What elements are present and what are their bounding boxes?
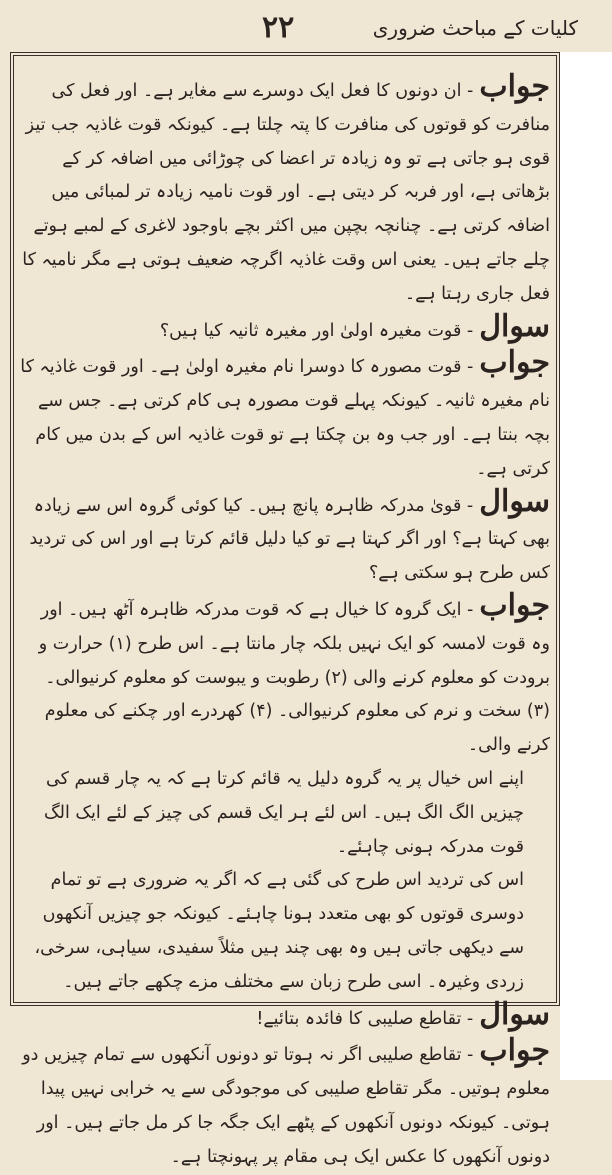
answer-label: جواب bbox=[479, 587, 550, 623]
body-paragraph bbox=[20, 763, 550, 864]
paragraph-text: - تقاطع صلیبی کا فائدہ بتائیے! bbox=[256, 1008, 474, 1029]
page-header bbox=[0, 0, 612, 48]
paragraph-text: - قوت مغیرہ اولیٰ اور مغیرہ ثانیہ کیا ہیں؟ bbox=[159, 320, 474, 341]
answer-paragraph bbox=[20, 69, 550, 312]
page-number: ۲۲ bbox=[262, 10, 295, 45]
text-column bbox=[20, 69, 550, 1167]
answer-paragraph bbox=[20, 1033, 550, 1174]
paragraph-text: اس کی تردید اس طرح کی گئی ہے کہ اگر یہ ضروری ہے تو تمام دوسری قوتوں کو بھی متعدد ہونا چاہئے۔ کیونکہ جو چیزیں آنکھوں سے دیکھی جاتی ہیں وہ بھی چند ہیں مثلاً سفیدی، سیاہی، سرخی، زردی وغیرہ۔ اسی طرح زبان سے مختلف مزے چکھے جاتے ہیں۔ bbox=[34, 870, 524, 992]
answer-paragraph bbox=[20, 587, 550, 763]
paragraph-text: - ان دونوں کا فعل ایک دوسرے سے مغایر ہے۔ اور فعل کی منافرت کو قوتوں کی منافرت کا پتہ چلتا ہے۔ کیونکہ قوت غاذیہ جب تیز قوی ہو جاتی ہے تو وہ زیادہ تر اعضا کی چوڑائی میں اضافہ کر کے بڑھاتی ہے، اور فربہ کر دیتی ہے۔ اور قوت نامیہ زیادہ تر لمبائی میں اضافہ کرتی ہے۔ چنانچہ بچپن میں اکثر بچے باوجود لاغری کے لمبے ہوتے چلے جاتے ہیں۔ یعنی اس وقت غاذیہ اگرچہ ضعیف ہوتی ہے مگر نامیہ کا فعل جاری رہتا ہے۔ bbox=[22, 81, 550, 304]
paragraph-text: - تقاطع صلیبی اگر نہ ہوتا تو دونوں آنکھوں سے تمام چیزیں دو معلوم ہوتیں۔ مگر تقاطع صلیبی کی موجودگی سے یہ خرابی نہیں پیدا ہوتی۔ کیونکہ دونوں آنکھوں کے پٹھے ایک جگہ جا کر مل جاتے ہیں۔ اور دونوں آنکھوں کا عکس ایک ہی مقام پر پہونچتا ہے۔ bbox=[22, 1045, 550, 1167]
paragraph-text: - ایک گروہ کا خیال ہے کہ قوت مدرکہ ظاہرہ آٹھ ہیں۔ اور وہ قوت لامسہ کو ایک نہیں بلکہ چار مانتا ہے۔ اس طرح (۱) حرارت و برودت کو معلوم کرنے والی (۲) رطوبت و یبوست کو معلوم کرنیوالی۔ (۳) سخت و نرم کی معلوم کرنیوالی۔ (۴) کھردرے اور چکنے کی معلوم کرنے والی۔ bbox=[38, 599, 550, 756]
question-label: سوال bbox=[479, 308, 550, 344]
answer-label: جواب bbox=[479, 345, 550, 381]
running-title: کلیات کے مباحث ضروری bbox=[372, 16, 578, 40]
scan-margin bbox=[560, 52, 612, 1080]
question-paragraph bbox=[20, 996, 550, 1037]
paragraph-text: - قوت مصورہ کا دوسرا نام مغیرہ اولیٰ ہے۔ اور قوت غاذیہ کا نام مغیرہ ثانیہ۔ کیونکہ پہلے قوت مصورہ ہی کام کرتی ہے۔ جس سے بچہ بنتا ہے۔ اور جب وہ بن چکتا ہے تو قوت غاذیہ اس کے بدن میں کام کرتی ہے۔ bbox=[20, 357, 550, 479]
question-paragraph bbox=[20, 483, 550, 591]
body-paragraph bbox=[20, 864, 550, 999]
answer-paragraph bbox=[20, 345, 550, 486]
paragraph-text: اپنے اس خیال پر یہ گروہ دلیل یہ قائم کرتا ہے کہ یہ چار قسم کی چیزیں الگ الگ ہیں۔ اس لئے ہر ایک قسم کی چیز کے لئے ایک الگ قوت مدرکہ ہونی چاہئے۔ bbox=[43, 768, 524, 857]
answer-label: جواب bbox=[479, 69, 550, 104]
question-label: سوال bbox=[479, 996, 550, 1032]
question-label: سوال bbox=[479, 483, 550, 519]
answer-label: جواب bbox=[479, 1033, 550, 1069]
paragraph-text: - قویٰ مدرکہ ظاہرہ پانچ ہیں۔ کیا کوئی گروہ اس سے زیادہ بھی کہتا ہے؟ اور اگر کہتا ہے تو کیا دلیل قائم کرتا ہے اور اس کی تردید کس طرح ہو سکتی ہے؟ bbox=[29, 495, 550, 584]
question-paragraph bbox=[20, 308, 550, 349]
